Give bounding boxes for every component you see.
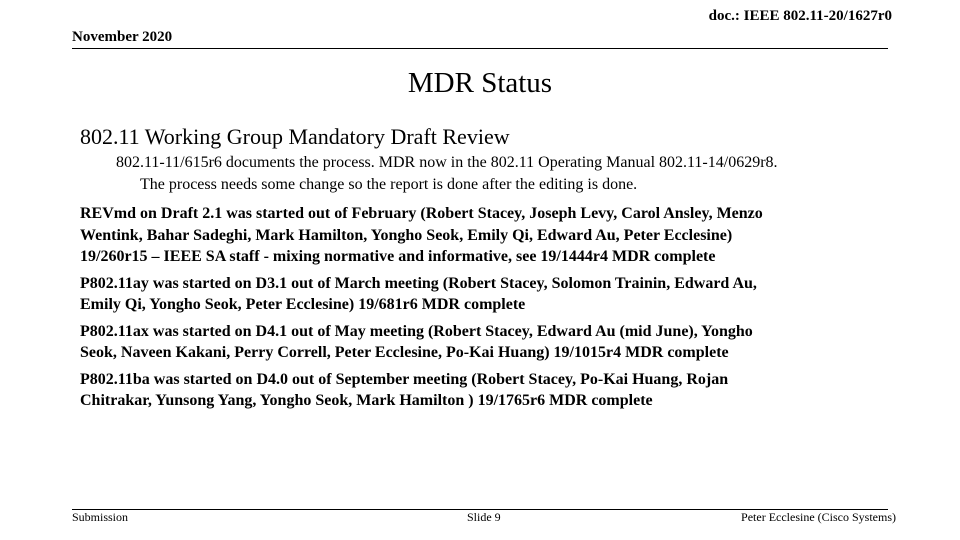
review-item-ba <box>80 369 880 412</box>
slide-title: MDR Status <box>407 67 553 99</box>
review-line: Seok, Naveen Kakani, Perry Correll, Peter Ecclesine, Po-Kai Huang) 19/1015r4 MDR complete <box>80 344 729 361</box>
review-line: P802.11ay was started on D3.1 out of March meeting (Robert Stacey, Solomon Trainin, Edward Au, <box>80 274 757 292</box>
process-note <box>116 152 880 195</box>
review-line: REVmd on Draft 2.1 was started out of February (Robert Stacey, Joseph Levy, Carol Ansley, Menzo <box>80 205 763 222</box>
section-heading: 802.11 Working Group Mandatory Draft Review <box>80 124 510 149</box>
footer-author: Peter Ecclesine (Cisco Systems) <box>741 510 896 524</box>
process-note-line: The process needs some change so the report is done after the editing is done. <box>140 175 638 193</box>
header-divider <box>72 48 888 49</box>
review-line: P802.11ba was started on D4.0 out of September meeting (Robert Stacey, Po-Kai Huang, Rojan <box>80 370 729 388</box>
document-date: November 2020 <box>72 29 173 45</box>
footer-slide-number: Slide 9 <box>467 510 501 524</box>
review-line: 19/260r15 – IEEE SA staff - mixing normative and informative, see 19/1444r4 MDR complete <box>80 248 716 265</box>
review-line: Chitrakar, Yunsong Yang, Yongho Seok, Mark Hamilton ) 19/1765r6 MDR complete <box>80 392 653 409</box>
review-line: Emily Qi, Yongho Seok, Peter Ecclesine) 19/681r6 MDR complete <box>80 296 526 313</box>
review-item-ax <box>80 321 880 364</box>
review-item-ay <box>80 273 880 316</box>
review-line: P802.11ax was started on D4.1 out of May meeting (Robert Stacey, Edward Au (mid June), Yongho <box>80 322 753 340</box>
slide-body <box>80 124 880 417</box>
footer-submission: Submission <box>72 510 129 524</box>
document-reference: doc.: IEEE 802.11-20/1627r0 <box>708 8 892 24</box>
review-line: Wentink, Bahar Sadeghi, Mark Hamilton, Yongho Seok, Emily Qi, Edward Au, Peter Ecclesine) <box>80 226 733 244</box>
process-note-line: 802.11-11/615r6 documents the process. MDR now in the 802.11 Operating Manual 802.11-14/0629r8. <box>116 154 778 171</box>
review-item-revmd <box>80 203 880 268</box>
